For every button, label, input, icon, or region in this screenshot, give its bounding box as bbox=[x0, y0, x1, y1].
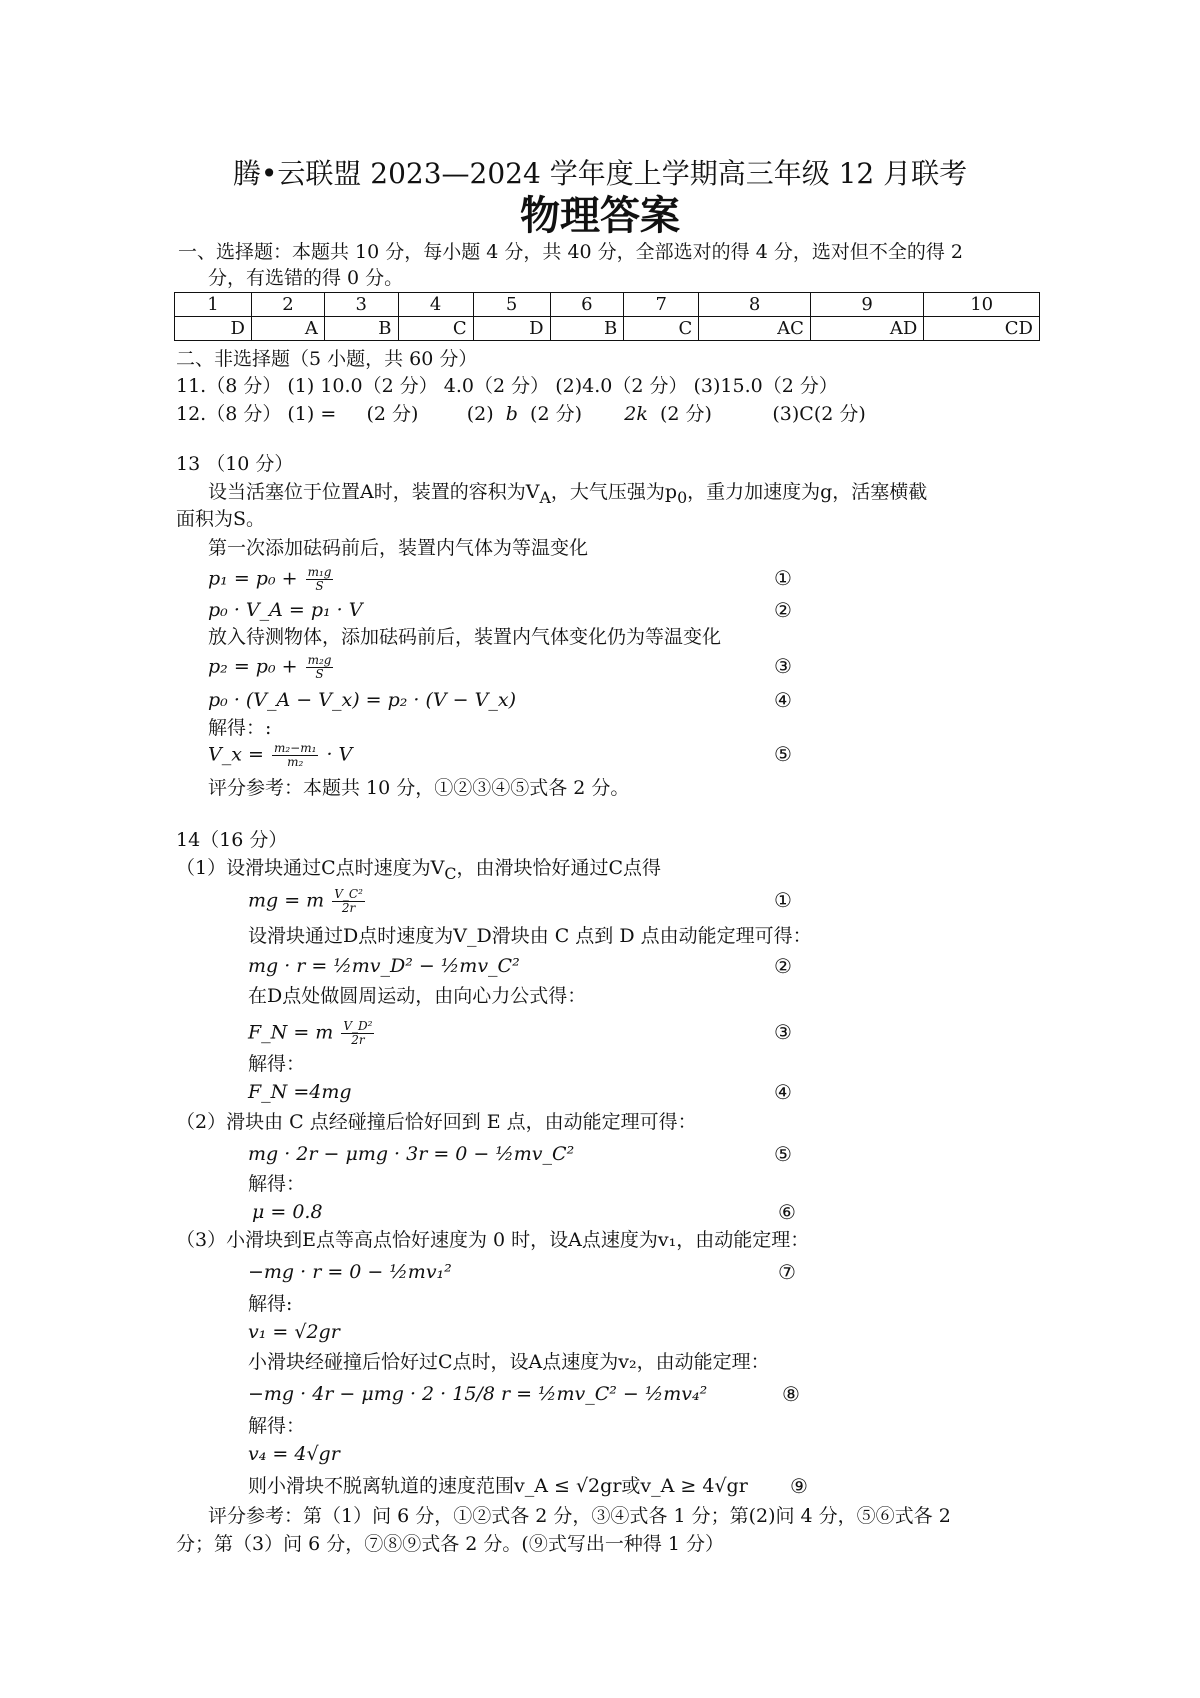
section2-heading: 二、非选择题（5 小题，共 60 分） bbox=[176, 348, 478, 370]
q13-solve: 解得：: bbox=[208, 717, 272, 739]
eq-marker: ⑤ bbox=[774, 1142, 792, 1166]
q14-eq3-num: V_D² bbox=[343, 1019, 373, 1033]
q14-grading2: 分；第（3）问 6 分，⑦⑧⑨式各 2 分。(⑨式写出一种得 1 分） bbox=[176, 1533, 725, 1555]
q14-line8: 小滑块经碰撞后恰好过C点时，设A点速度为v₂，由动能定理： bbox=[248, 1351, 770, 1373]
answer-cell: D bbox=[175, 317, 252, 341]
eq-marker: ③ bbox=[774, 1020, 792, 1044]
question-number: 8 bbox=[699, 293, 811, 317]
q12-part1: (2 分) bbox=[366, 403, 419, 425]
eq-marker: ⑨ bbox=[790, 1474, 808, 1498]
q13-eq1-num: m₁g bbox=[307, 565, 332, 579]
answer-cell: B bbox=[324, 317, 398, 341]
q13-eq5 bbox=[208, 742, 352, 769]
q14-eq1-fraction bbox=[332, 888, 365, 915]
q13-line1-a: 设当活塞位于位置A时，装置的容积为V bbox=[208, 481, 540, 503]
q13-eq1-den: S bbox=[315, 579, 324, 593]
question-number: 3 bbox=[324, 293, 398, 317]
q14-eq7: −mg · r = 0 − ½mv₁² bbox=[248, 1261, 452, 1283]
document-title: 腾•云联盟 2023—2024 学年度上学期高三年级 12 月联考 bbox=[232, 157, 968, 190]
question-number: 10 bbox=[924, 293, 1040, 317]
q13-eq1-lhs: p₁ = p₀ + bbox=[208, 567, 298, 590]
answer-table bbox=[174, 292, 1040, 341]
q14-eq4: F_N =4mg bbox=[248, 1081, 352, 1103]
q13-eq2: p₀ · V_A = p₁ · V bbox=[208, 599, 363, 621]
question-number: 5 bbox=[473, 293, 550, 317]
q12-part2b: b bbox=[505, 403, 518, 425]
q13-eq1-fraction bbox=[306, 566, 334, 593]
answer-cell: D bbox=[473, 317, 550, 341]
q12-part2a: (2) bbox=[466, 403, 494, 425]
answer-cell: A bbox=[251, 317, 324, 341]
eq-marker: ② bbox=[774, 954, 792, 978]
answer-cell: AD bbox=[810, 317, 923, 341]
eq-marker: ⑧ bbox=[782, 1382, 800, 1406]
eq-marker: ⑤ bbox=[774, 742, 792, 766]
q14-part1: （1）设滑块通过C点时速度为$V_C$，由滑块恰好通过C点得 bbox=[176, 857, 662, 883]
q13-eq5-fraction bbox=[272, 742, 318, 769]
q12-answer bbox=[176, 402, 866, 426]
q14-eq6: μ = 0.8 bbox=[252, 1201, 323, 1223]
q14-line3: 在D点处做圆周运动，由向心力公式得： bbox=[248, 985, 587, 1007]
q14-eq3-den: 2r bbox=[351, 1033, 365, 1047]
eq-marker: ③ bbox=[774, 654, 792, 678]
section1-intro-line2: 分，有选错的得 0 分。 bbox=[208, 267, 404, 289]
q12-part4: (3)C(2 分) bbox=[772, 403, 866, 425]
q13-eq5-den: m₂ bbox=[287, 755, 304, 769]
eq-marker: ④ bbox=[774, 1080, 792, 1104]
eq-marker: ⑥ bbox=[778, 1200, 796, 1224]
q14-grading1: 评分参考：第（1）问 6 分，①②式各 2 分，③④式各 1 分；第(2)问 4 分，⑤⑥式各 2 bbox=[208, 1505, 951, 1527]
q14-part3: （3）小滑块到E点等高点恰好速度为 0 时，设A点速度为v₁，由动能定理： bbox=[176, 1229, 810, 1251]
q13-eq1 bbox=[208, 566, 335, 593]
q13-eq3-num: m₂g bbox=[307, 653, 332, 667]
q14-eq1-den: 2r bbox=[341, 901, 356, 915]
q13-eq5-lhs: V_x = bbox=[208, 743, 264, 766]
q14-eq2: mg · r = ½mv_D² − ½mv_C² bbox=[248, 955, 520, 977]
eq-marker: ① bbox=[774, 566, 792, 590]
q13-eq4: p₀ · (V_A − V_x) = p₂ · (V − V_x) bbox=[208, 689, 516, 711]
document-subtitle: 物理答案 bbox=[520, 192, 680, 239]
q12-part3b: (2 分) bbox=[660, 403, 712, 425]
q12-part2c: (2 分) bbox=[530, 403, 583, 425]
q14-heading: 14（16 分） bbox=[176, 829, 288, 851]
q14-line2: 设滑块通过D点时速度为V_D滑块由 C 点到 D 点由动能定理可得： bbox=[248, 925, 812, 947]
q13-line2: 面积为S。 bbox=[176, 508, 266, 530]
q14-eq5: mg · 2r − μmg · 3r = 0 − ½mv_C² bbox=[248, 1143, 575, 1165]
q13-eq3 bbox=[208, 654, 335, 681]
q14-eq3-fraction bbox=[341, 1020, 374, 1047]
question-number: 4 bbox=[398, 293, 473, 317]
q12-head: 12.（8 分） (1) = bbox=[176, 403, 337, 425]
q14-eq3-lhs: F_N = m bbox=[248, 1021, 334, 1044]
answer-cell: AC bbox=[699, 317, 811, 341]
q13-line3: 第一次添加砝码前后，装置内气体为等温变化 bbox=[208, 537, 589, 559]
question-number: 9 bbox=[810, 293, 923, 317]
question-number: 1 bbox=[175, 293, 252, 317]
eq-marker: ② bbox=[774, 598, 792, 622]
q13-eq5-tail: · V bbox=[326, 743, 353, 766]
section1-intro-line1: 一、选择题：本题共 10 分，每小题 4 分，共 40 分，全部选对的得 4 分，选对但不全的得 2 bbox=[178, 241, 963, 263]
eq-marker: ④ bbox=[774, 688, 792, 712]
q13-eq3-den: S bbox=[315, 667, 324, 681]
q13-line1-c: ，重力加速度为g，活塞横截 bbox=[687, 481, 928, 503]
q14-solve4: 解得： bbox=[248, 1415, 306, 1437]
q14-solve1: 解得： bbox=[248, 1053, 306, 1075]
eq-marker: ⑦ bbox=[778, 1260, 796, 1284]
q14-eq8: −mg · 4r − μmg · 2 · 15/8 r = ½mv_C² − ½mv₄² bbox=[248, 1383, 708, 1405]
question-number: 6 bbox=[550, 293, 624, 317]
q14-part2: （2）滑块由 C 点经碰撞后恰好回到 E 点，由动能定理可得： bbox=[176, 1111, 697, 1133]
q13-eq5-num: m₂−m₁ bbox=[273, 741, 317, 755]
q14-eq8-result: v₄ = 4√gr bbox=[248, 1443, 340, 1465]
q14-part1-a: （1）设滑块通过C点时速度为V bbox=[176, 857, 445, 879]
answer-table-answer-row bbox=[175, 317, 1040, 341]
q12-part3a: 2k bbox=[624, 403, 648, 425]
q13-line1: 设当活塞位于位置A时，装置的容积为$V_A$，大气压强为$p_0$，重力加速度为g，活塞横截 bbox=[208, 481, 928, 507]
answer-cell: C bbox=[398, 317, 473, 341]
answer-cell: C bbox=[624, 317, 699, 341]
answer-table-header-row bbox=[175, 293, 1040, 317]
q14-solve2: 解得： bbox=[248, 1173, 306, 1195]
answer-cell: CD bbox=[924, 317, 1040, 341]
q13-line1-b: ，大气压强为p bbox=[550, 481, 678, 503]
answer-cell: B bbox=[550, 317, 624, 341]
q14-line9: 则小滑块不脱离轨道的速度范围v_A ≤ √2gr或v_A ≥ 4√gr bbox=[248, 1475, 748, 1497]
question-number: 2 bbox=[251, 293, 324, 317]
q14-eq1-lhs: mg = m bbox=[248, 889, 325, 912]
q14-eq3 bbox=[248, 1020, 376, 1047]
q13-line4: 放入待测物体，添加砝码前后，装置内气体变化仍为等温变化 bbox=[208, 626, 722, 648]
q14-eq1-num: V_C² bbox=[334, 887, 363, 901]
q13-grading: 评分参考：本题共 10 分，①②③④⑤式各 2 分。 bbox=[208, 777, 630, 799]
q13-eq3-fraction bbox=[306, 654, 334, 681]
q14-part1-b: ，由滑块恰好通过C点得 bbox=[456, 857, 662, 879]
q13-heading: 13 （10 分） bbox=[176, 453, 294, 475]
question-number: 7 bbox=[624, 293, 699, 317]
q11-answer: 11.（8 分） (1) 10.0（2 分） 4.0（2 分） (2)4.0（2 分） (3)15.0（2 分） bbox=[176, 375, 838, 397]
eq-marker: ① bbox=[774, 888, 792, 912]
q14-solve3: 解得: bbox=[248, 1293, 293, 1315]
q13-eq3-lhs: p₂ = p₀ + bbox=[208, 655, 298, 678]
q14-eq1 bbox=[248, 888, 367, 915]
q14-eq7-result: v₁ = √2gr bbox=[248, 1321, 340, 1343]
